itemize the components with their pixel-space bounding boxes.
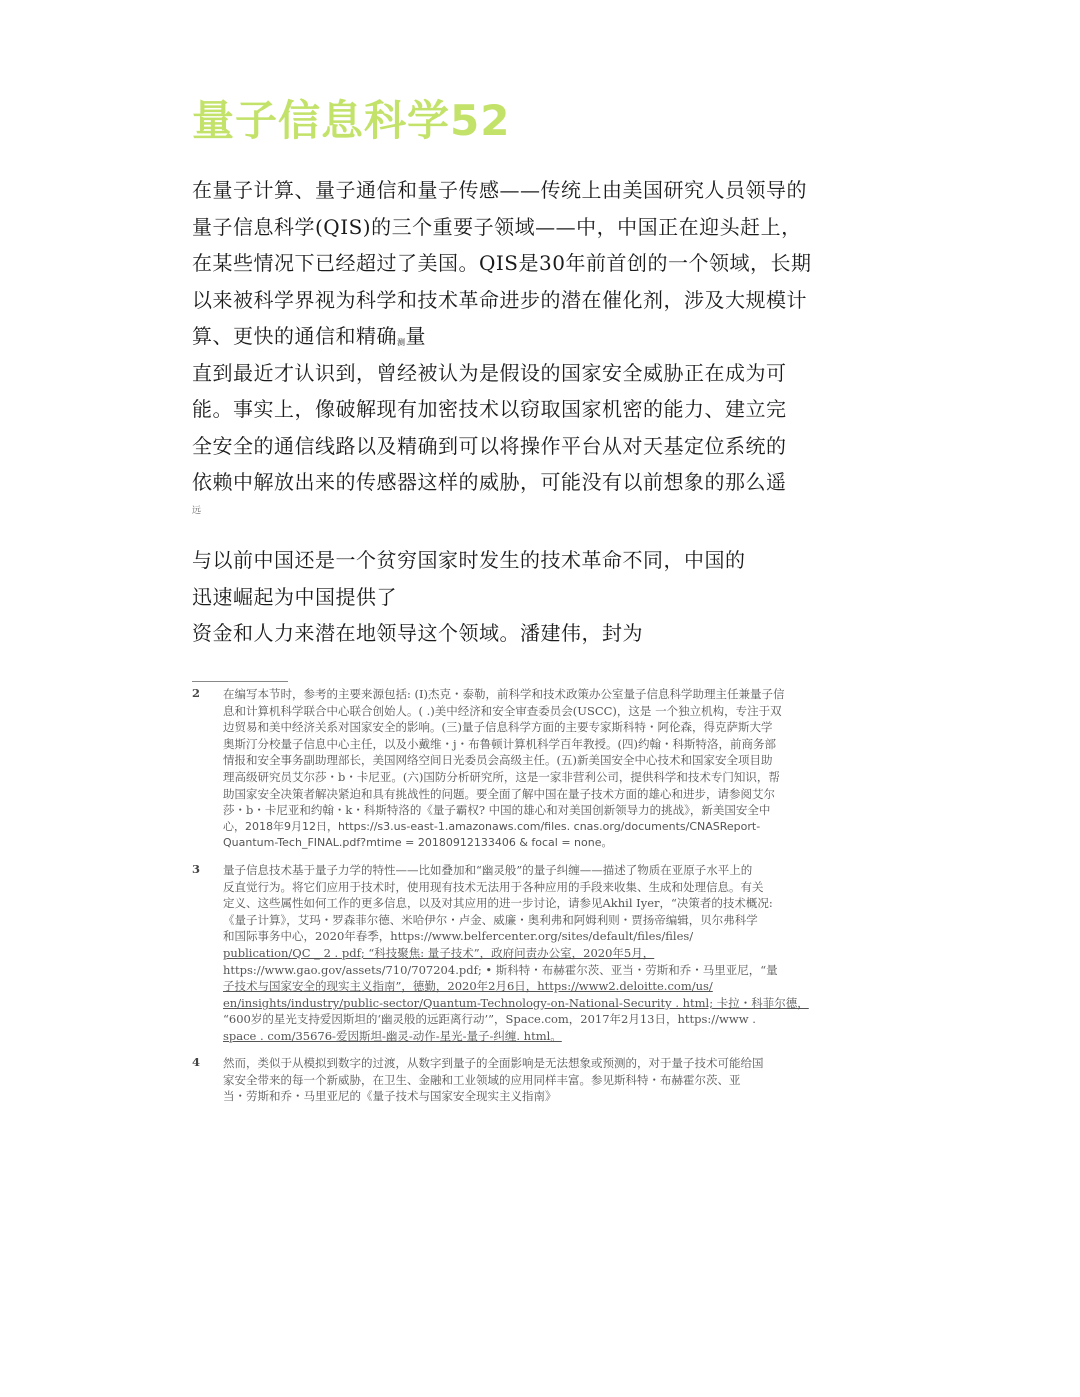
footnote-line: 边贸易和美中经济关系对国家安全的影响。(三)量子信息科学方面的主要专家斯科特・阿伦森，得克萨斯大学 bbox=[223, 720, 773, 735]
footnote-line: 反直觉行为。将它们应用于技术时，使用现有技术无法用于各种应用的手段来收集、生成和处理信息。有关 bbox=[223, 879, 764, 894]
footnote-line: 在编写本节时，参考的主要来源包括: (I)杰克・泰勒，前科学和技术政策办公室量子信息科学助理主任兼量子信 bbox=[223, 687, 785, 701]
paragraph-line: 量子信息科学(QIS)的三个重要子领域——中，中国正在迎头赶上， bbox=[192, 214, 802, 239]
paragraph-line-tail: 量 bbox=[405, 324, 426, 348]
footnote-number: 4 bbox=[192, 1055, 201, 1069]
footnote-line[interactable]: “600岁的星光支持爱因斯坦的‘幽灵般的远距离行动’”，Space.com，2017年2月13日，https://www . bbox=[223, 1012, 756, 1027]
footnote-link-line[interactable]: Quantum-Tech_FINAL.pdf?mtime = 20180912133406 & focal = none。 bbox=[223, 836, 613, 850]
paragraph-line: 全安全的通信线路以及精确到可以将操作平台从对天基定位系统的 bbox=[192, 433, 787, 458]
footnote-line: 《量子计算》，艾玛・罗森菲尔德、米哈伊尔・卢金、威廉・奥利弗和阿姆利则・贾扬帝编辑，贝尔弗科学 bbox=[223, 912, 758, 927]
paragraph-line: 与以前中国还是一个贫穷国家时发生的技术革命不同，中国的 bbox=[192, 548, 746, 572]
paragraph-line: 在某些情况下已经超过了美国。QIS是30年前首创的一个领域，长期 bbox=[192, 251, 812, 275]
body-paragraph-2 bbox=[192, 542, 852, 652]
paragraph-line: 资金和人力来潜在地领导这个领域。潘建伟，封为 bbox=[192, 621, 643, 645]
footnote-line: 然而，类似于从模拟到数字的过渡，从数字到量子的全面影响是无法想象或预测的，对于量子技术可能给国 bbox=[223, 1056, 764, 1070]
footnote-line: 定义、这些属性如何工作的更多信息，以及对其应用的进一步讨论，请参见Akhil Iyer，“决策者的技术概况: bbox=[223, 896, 773, 911]
footnote-line: 助国家安全决策者解决紧迫和具有挑战性的问题。要全面了解中国在量子技术方面的雄心和进步，请参阅艾尔 bbox=[223, 786, 775, 801]
body-paragraph-1 bbox=[192, 172, 852, 521]
footnote-line: 莎・b・卡尼亚和约翰・k・科斯特洛的《量子霸权? 中国的雄心和对美国创新领导力的挑战》，新美国安全中 bbox=[223, 803, 771, 818]
footnote-line: 量子信息技术基于量子力学的特性——比如叠加和“幽灵般”的量子纠缠——描述了物质在亚原子水平上的 bbox=[223, 863, 753, 877]
paragraph-line: 迅速崛起为中国提供了 bbox=[192, 584, 397, 609]
footnote-number: 3 bbox=[192, 862, 201, 876]
footnote-line: 息和计算机科学联合中心联合创始人。( .)美中经济和安全审查委员会(USCC)，这是 一个独立机构，专注于双 bbox=[223, 703, 782, 718]
footnote-link-line[interactable]: https://www.gao.gov/assets/710/707204.pdf; • 斯科特・布赫霍尔茨、亚当・劳斯和乔・马里亚尼，“量 bbox=[223, 962, 778, 977]
paragraph-line: 依赖中解放出来的传感器这样的威胁，可能没有以前想象的那么遥 bbox=[192, 470, 787, 494]
paragraph-line bbox=[192, 318, 852, 355]
footnote-line: 理高级研究员艾尔莎・b・卡尼亚。(六)国防分析研究所，这是一家非营利公司，提供科学和技术专门知识，帮 bbox=[223, 769, 780, 784]
trailing-small-text: 远 bbox=[192, 505, 202, 516]
section-title: 量子信息科学52 bbox=[192, 96, 511, 145]
footnote-link-line[interactable]: publication/QC _ 2 . pdf; “科技聚焦: 量子技术”，政府问责办公室，2020年5月， bbox=[223, 945, 655, 960]
footnote-line: 家安全带来的每一个新威胁，在卫生、金融和工业领域的应用同样丰富。参见斯科特・布赫霍尔茨、亚 bbox=[223, 1072, 741, 1087]
footnote-divider bbox=[192, 681, 288, 682]
footnote-4 bbox=[192, 1055, 832, 1105]
footnote-link-line[interactable]: 心，2018年9月12日，https://s3.us-east-1.amazonaws.com/files. cnas.org/documents/CNASReport- bbox=[223, 819, 761, 833]
footnote-link-line[interactable]: 子技术与国家安全的现实主义指南”，德勤，2020年2月6日，https://www2.deloitte.com/us/ bbox=[223, 979, 713, 994]
paragraph-line-text: 算、更快的通信和精确 bbox=[192, 324, 397, 348]
footnote-3 bbox=[192, 862, 832, 1045]
footnote-link-line[interactable]: space . com/35676-爱因斯坦-幽灵-动作-星光-量子-纠缠. html。 bbox=[223, 1028, 562, 1043]
paragraph-line: 直到最近才认识到，曾经被认为是假设的国家安全威胁正在成为可 bbox=[192, 360, 787, 385]
paragraph-line: 在量子计算、量子通信和量子传感——传统上由美国研究人员领导的 bbox=[192, 178, 807, 202]
footnote-line: 情报和安全事务副助理部长，美国网络空间日光委员会高级主任。(五)新美国安全中心技术和国家安全项目助 bbox=[223, 753, 773, 768]
footnote-number: 2 bbox=[192, 686, 201, 700]
paragraph-line: 能。事实上，像破解现有加密技术以窃取国家机密的能力、建立完 bbox=[192, 397, 787, 421]
inline-small-text: 测 bbox=[397, 338, 406, 347]
paragraph-line: 以来被科学界视为科学和技术革命进步的潜在催化剂，涉及大规模计 bbox=[192, 287, 807, 312]
footnote-line: 奥斯汀分校量子信息中心主任，以及小戴维・j・布鲁顿计算机科学百年教授。(四)约翰・科斯特洛，前商务部 bbox=[223, 736, 777, 751]
footnote-link-line[interactable]: en/insights/industry/public-sector/Quantum-Technology-on-National-Security . html; 卡拉・科菲尔德， bbox=[223, 995, 809, 1010]
footnote-line: 当・劳斯和乔・马里亚尼的《量子技术与国家安全现实主义指南》 bbox=[223, 1089, 557, 1104]
footnote-2 bbox=[192, 686, 832, 852]
footnote-line[interactable]: 和国际事务中心，2020年春季，https://www.belfercenter.org/sites/default/files/files/ bbox=[223, 929, 694, 944]
